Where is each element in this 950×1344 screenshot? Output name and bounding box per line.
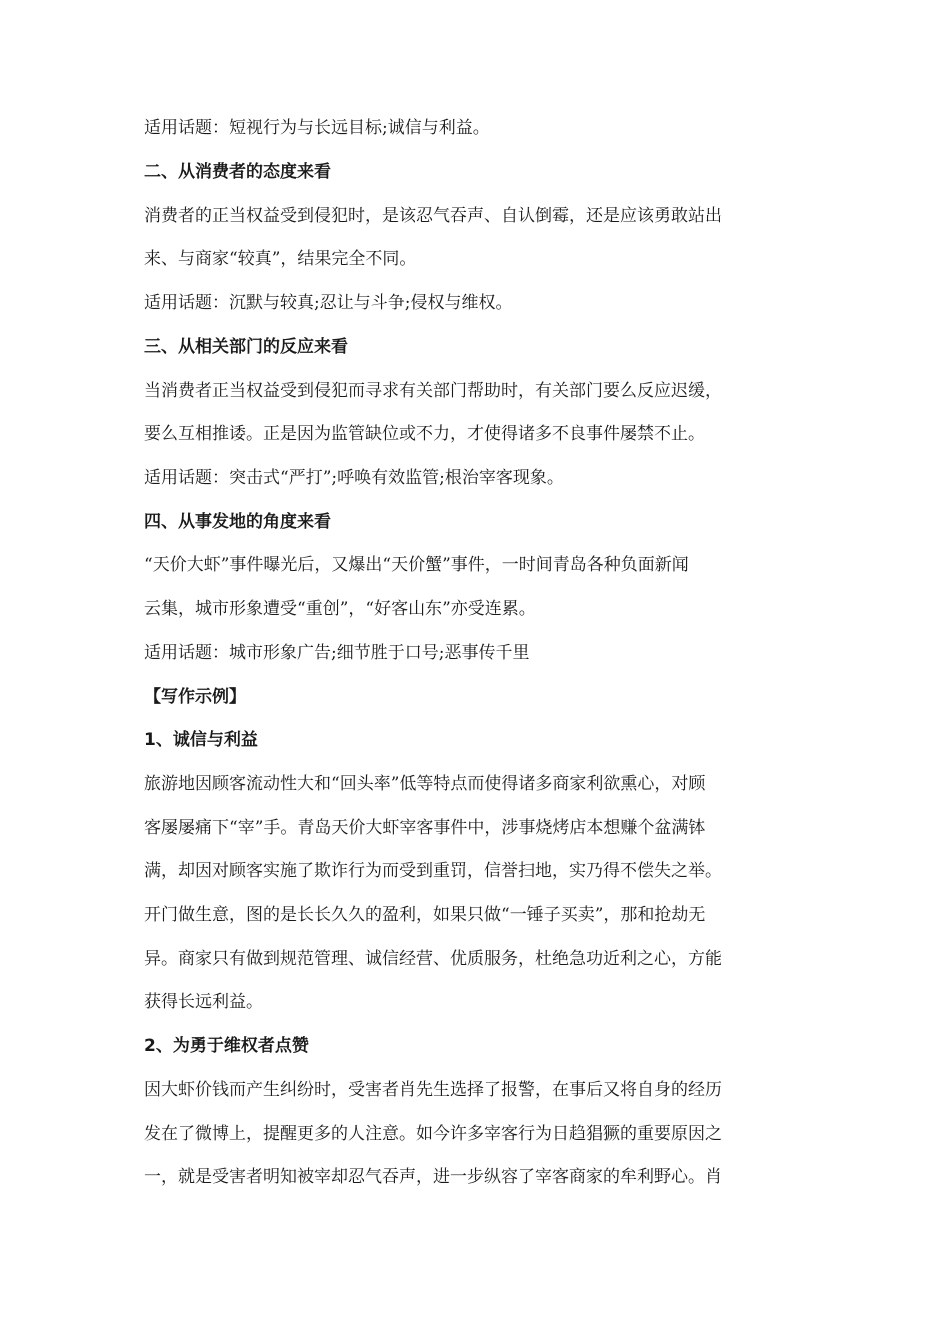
paragraph-line: 获得长远利益。 — [144, 992, 263, 1012]
paragraph-line: 要么互相推诿。正是因为监管缺位或不力，才使得诸多不良事件屡禁不止。 — [144, 424, 705, 444]
topic-line: 适用话题：短视行为与长远目标;诚信与利益。 — [144, 118, 490, 138]
example-heading: 1、诚信与利益 — [144, 730, 258, 750]
paragraph-line: “天价大虾”事件曝光后，又爆出“天价蟹”事件，一时间青岛各种负面新闻 — [144, 555, 689, 575]
example-heading: 2、为勇于维权者点赞 — [144, 1036, 309, 1056]
paragraph-line: 一，就是受害者明知被宰却忍气吞声，进一步纵容了宰客商家的牟利野心。肖 — [144, 1167, 722, 1187]
writing-examples-heading: 【写作示例】 — [144, 687, 246, 707]
section-heading: 四、从事发地的角度来看 — [144, 512, 331, 532]
paragraph-line: 云集，城市形象遭受“重创”，“好客山东”亦受连累。 — [144, 599, 536, 619]
paragraph-line: 客屡屡痛下“宰”手。青岛天价大虾宰客事件中，涉事烧烤店本想赚个盆满钵 — [144, 818, 706, 838]
topic-line: 适用话题：沉默与较真;忍让与斗争;侵权与维权。 — [144, 293, 513, 313]
paragraph-line: 来、与商家“较真”，结果完全不同。 — [144, 249, 417, 269]
paragraph-line: 消费者的正当权益受到侵犯时，是该忍气吞声、自认倒霉，还是应该勇敢站出 — [144, 206, 722, 226]
section-heading: 二、从消费者的态度来看 — [144, 162, 331, 182]
paragraph-line: 因大虾价钱而产生纠纷时，受害者肖先生选择了报警，在事后又将自身的经历 — [144, 1080, 722, 1100]
topic-line: 适用话题：突击式“严打”;呼唤有效监管;根治宰客现象。 — [144, 468, 564, 488]
paragraph-line: 旅游地因顾客流动性大和“回头率”低等特点而使得诸多商家利欲熏心，对顾 — [144, 774, 706, 794]
section-heading: 三、从相关部门的反应来看 — [144, 337, 348, 357]
topic-line: 适用话题：城市形象广告;细节胜于口号;恶事传千里 — [144, 643, 530, 663]
paragraph-line: 发在了微博上，提醒更多的人注意。如今许多宰客行为日趋猖獗的重要原因之 — [144, 1124, 722, 1144]
paragraph-line: 当消费者正当权益受到侵犯而寻求有关部门帮助时，有关部门要么反应迟缓， — [144, 381, 722, 401]
paragraph-line: 开门做生意，图的是长长久久的盈利，如果只做“一锤子买卖”，那和抢劫无 — [144, 905, 706, 925]
paragraph-line: 异。商家只有做到规范管理、诚信经营、优质服务，杜绝急功近利之心，方能 — [144, 949, 722, 969]
paragraph-line: 满，却因对顾客实施了欺诈行为而受到重罚，信誉扫地，实乃得不偿失之举。 — [144, 861, 722, 881]
